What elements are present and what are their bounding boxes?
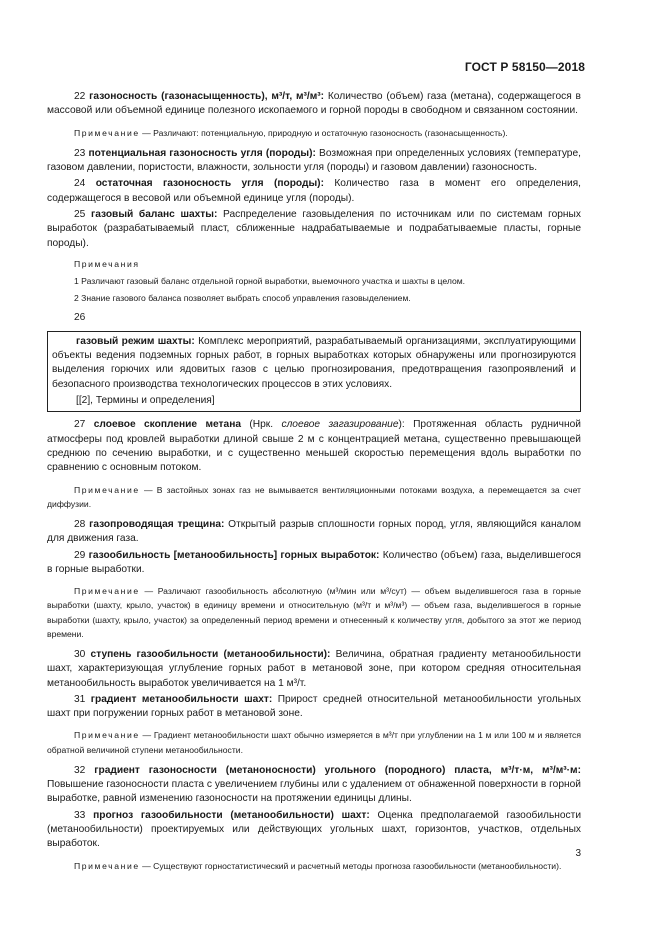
note-text: — Существуют горностатистический и расчетный методы прогноза газообильности (метанообильности). [142,860,562,871]
term-title: потенциальная газоносность угля (породы): [88,147,316,159]
deprecated-term: слоевое загазирование [281,419,399,431]
term-29 [47,549,581,578]
term-title: ступень газообильности (метанообильности): [90,648,331,660]
note-31 [47,728,581,756]
note-29 [47,584,581,641]
note-33 [47,859,581,873]
note-text: — Градиент метанообильности шахт обычно измеряется в м³/т при углублении на 1 м или 100 м и является обратной величиной ступени метанообильности. [47,730,581,755]
term-title: газообильность [метанообильность] горных выработок: [88,549,380,561]
note-25-1: 1 Различают газовый баланс отдельной горной выработки, выемочного участка и шахты в целом. [74,275,466,286]
term-definition: Прирост средней относительной метанообильности угольных шахт при погружении горных работ в метановой зоне. [47,693,581,720]
note-label: Примечание [74,484,140,495]
page-number: 3 [575,848,581,859]
term-definition: Количество газа в момент его определения, содержащегося в весовой или объемной единице угля (породы). [47,178,581,204]
term-22 [47,90,581,119]
term-definition: Повышение газоносности пласта с увеличением глубины или с удалением от обнаженной поверхности в горной выработке, равной изменению газоносности на протяжении единицы длины. [47,779,581,805]
term-number: 30 [74,648,86,660]
term-23 [47,147,581,176]
note-label: Примечание [74,127,140,138]
term-definition: Величина, обратная градиенту метанообильности шахт, характеризующая углубление горных работ в метановой зоне, при котором средняя относительная метанообильность выработок увеличивается на 1 м³/т. [47,648,581,689]
term-title: прогноз газообильности (метанообильности) шахт: [93,809,370,821]
term-definition: ): Протяженная область рудничной атмосферы под кровлей выработки длиной свыше 2 м с концентрацией метана, существенно превышающей среднюю по сечению выработки, и с существенно меньшей скоростью перемещения вдоль выработки по сравнению с основным потоком. [47,419,581,474]
term-title: газовый баланс шахты: [90,208,218,220]
term-number: 28 [74,518,86,530]
term-title: газоносность (газонасыщенность), м³/т, м³/м³: [89,91,325,102]
term-33 [47,809,581,852]
note-25-2: 2 Знание газового баланса позволяет выбрать способ управления газовыделением. [74,292,411,303]
term-definition: Оценка предполагаемой газообильности (метанообильности) проектируемых или действующих угольных шахт, горизонтов, участков, отдельных выработок. [47,809,582,850]
term-31 [47,693,581,722]
term-number: 31 [74,693,86,705]
standard-designation: ГОСТ Р 58150—2018 [464,60,585,74]
term-number: 27 [74,419,86,431]
term-definition: Количество (объем) газа (метана), содержащегося в массовой или объемной единице полезного ископаемого и горной породы в свободном и связанном состоянии. [47,91,581,117]
term-definition: Комплекс мероприятий, разрабатываемый организациями, эксплуатирующими объекты ведения подземных горных работ, в горных выработках которых обнаружены или прогнозируются выделения горючих или ядовитых газов с целью прогнозирования, предотвращения газопроявлений и безопасного производства технологических процессов в этих условиях. [52,335,576,390]
note-label: Примечание [74,730,140,741]
term-26 [52,335,576,392]
term-26-number: 26 [74,311,86,323]
term-definition: Распределение газовыделения по источникам или по системам горных выработок (разрабатываемый пласт, сближенные надрабатываемые и подрабатываемые пласты, горные породы). [47,208,581,249]
term-number: 22 [74,91,86,102]
term-title: газопроводящая трещина: [89,518,225,530]
term-32 [47,764,581,807]
note-27 [47,483,581,511]
term-number: 29 [74,549,86,561]
note-text: — В застойных зонах газ не вымывается вентиляционными потоками воздуха, а перемещается за счет диффузии. [47,484,581,509]
term-30 [47,648,581,691]
note-22 [47,126,581,140]
note-text: — Различают: потенциальную, природную и остаточную газоносность (газонасыщенность). [142,127,508,138]
note-text: — Различают газообильность абсолютную (м³/мин или м³/сут) — объем выделившегося газа в горные выработки (шахту, крыло, участок) в единицу времени и относительную (м³/т и м³/м³) — объем газа, выделившегося в горные выработки (шахту, крыло, участок) за определенный период времени и отнесенный к количеству угля, добытого за этот же период времени. [47,586,581,639]
term-definition: Открытый разрыв сплошности горных пород, угля, являющийся каналом для движения газа. [47,518,581,545]
terms-content [47,90,581,880]
notes-heading: Примечания [74,258,140,269]
term-28 [47,518,581,547]
term-number: 33 [74,809,86,821]
term-number: 32 [74,764,86,776]
term-title: газовый режим шахты: [76,335,195,347]
term-27 [47,418,581,475]
term-26-box [47,331,581,412]
term-title: слоевое скопление метана [93,419,242,431]
term-24 [47,177,581,206]
term-title: градиент метанообильности шахт: [90,693,273,705]
note-label: Примечание [74,586,140,597]
term-number: 24 [74,178,86,190]
term-definition-prefix: (Нрк. [249,419,274,431]
note-label: Примечание [74,860,140,871]
term-number: 23 [74,147,86,159]
term-definition: Возможная при определенных условиях (температуре, газовом давлении, пористости, влажности, зольности угля (породы) и газовом давлении) газоносность. [47,147,581,174]
term-26-source: [[2], Термины и определения] [76,395,215,407]
term-title: градиент газоносности (метаноносности) угольного (породного) пласта, м³/т·м, м³/м³·м: [94,764,581,776]
term-title: остаточная газоносность угля (породы): [95,178,324,190]
term-number: 25 [74,208,86,220]
term-25 [47,208,581,251]
term-definition: Количество (объем) газа, выделившегося в горные выработки. [47,549,581,575]
